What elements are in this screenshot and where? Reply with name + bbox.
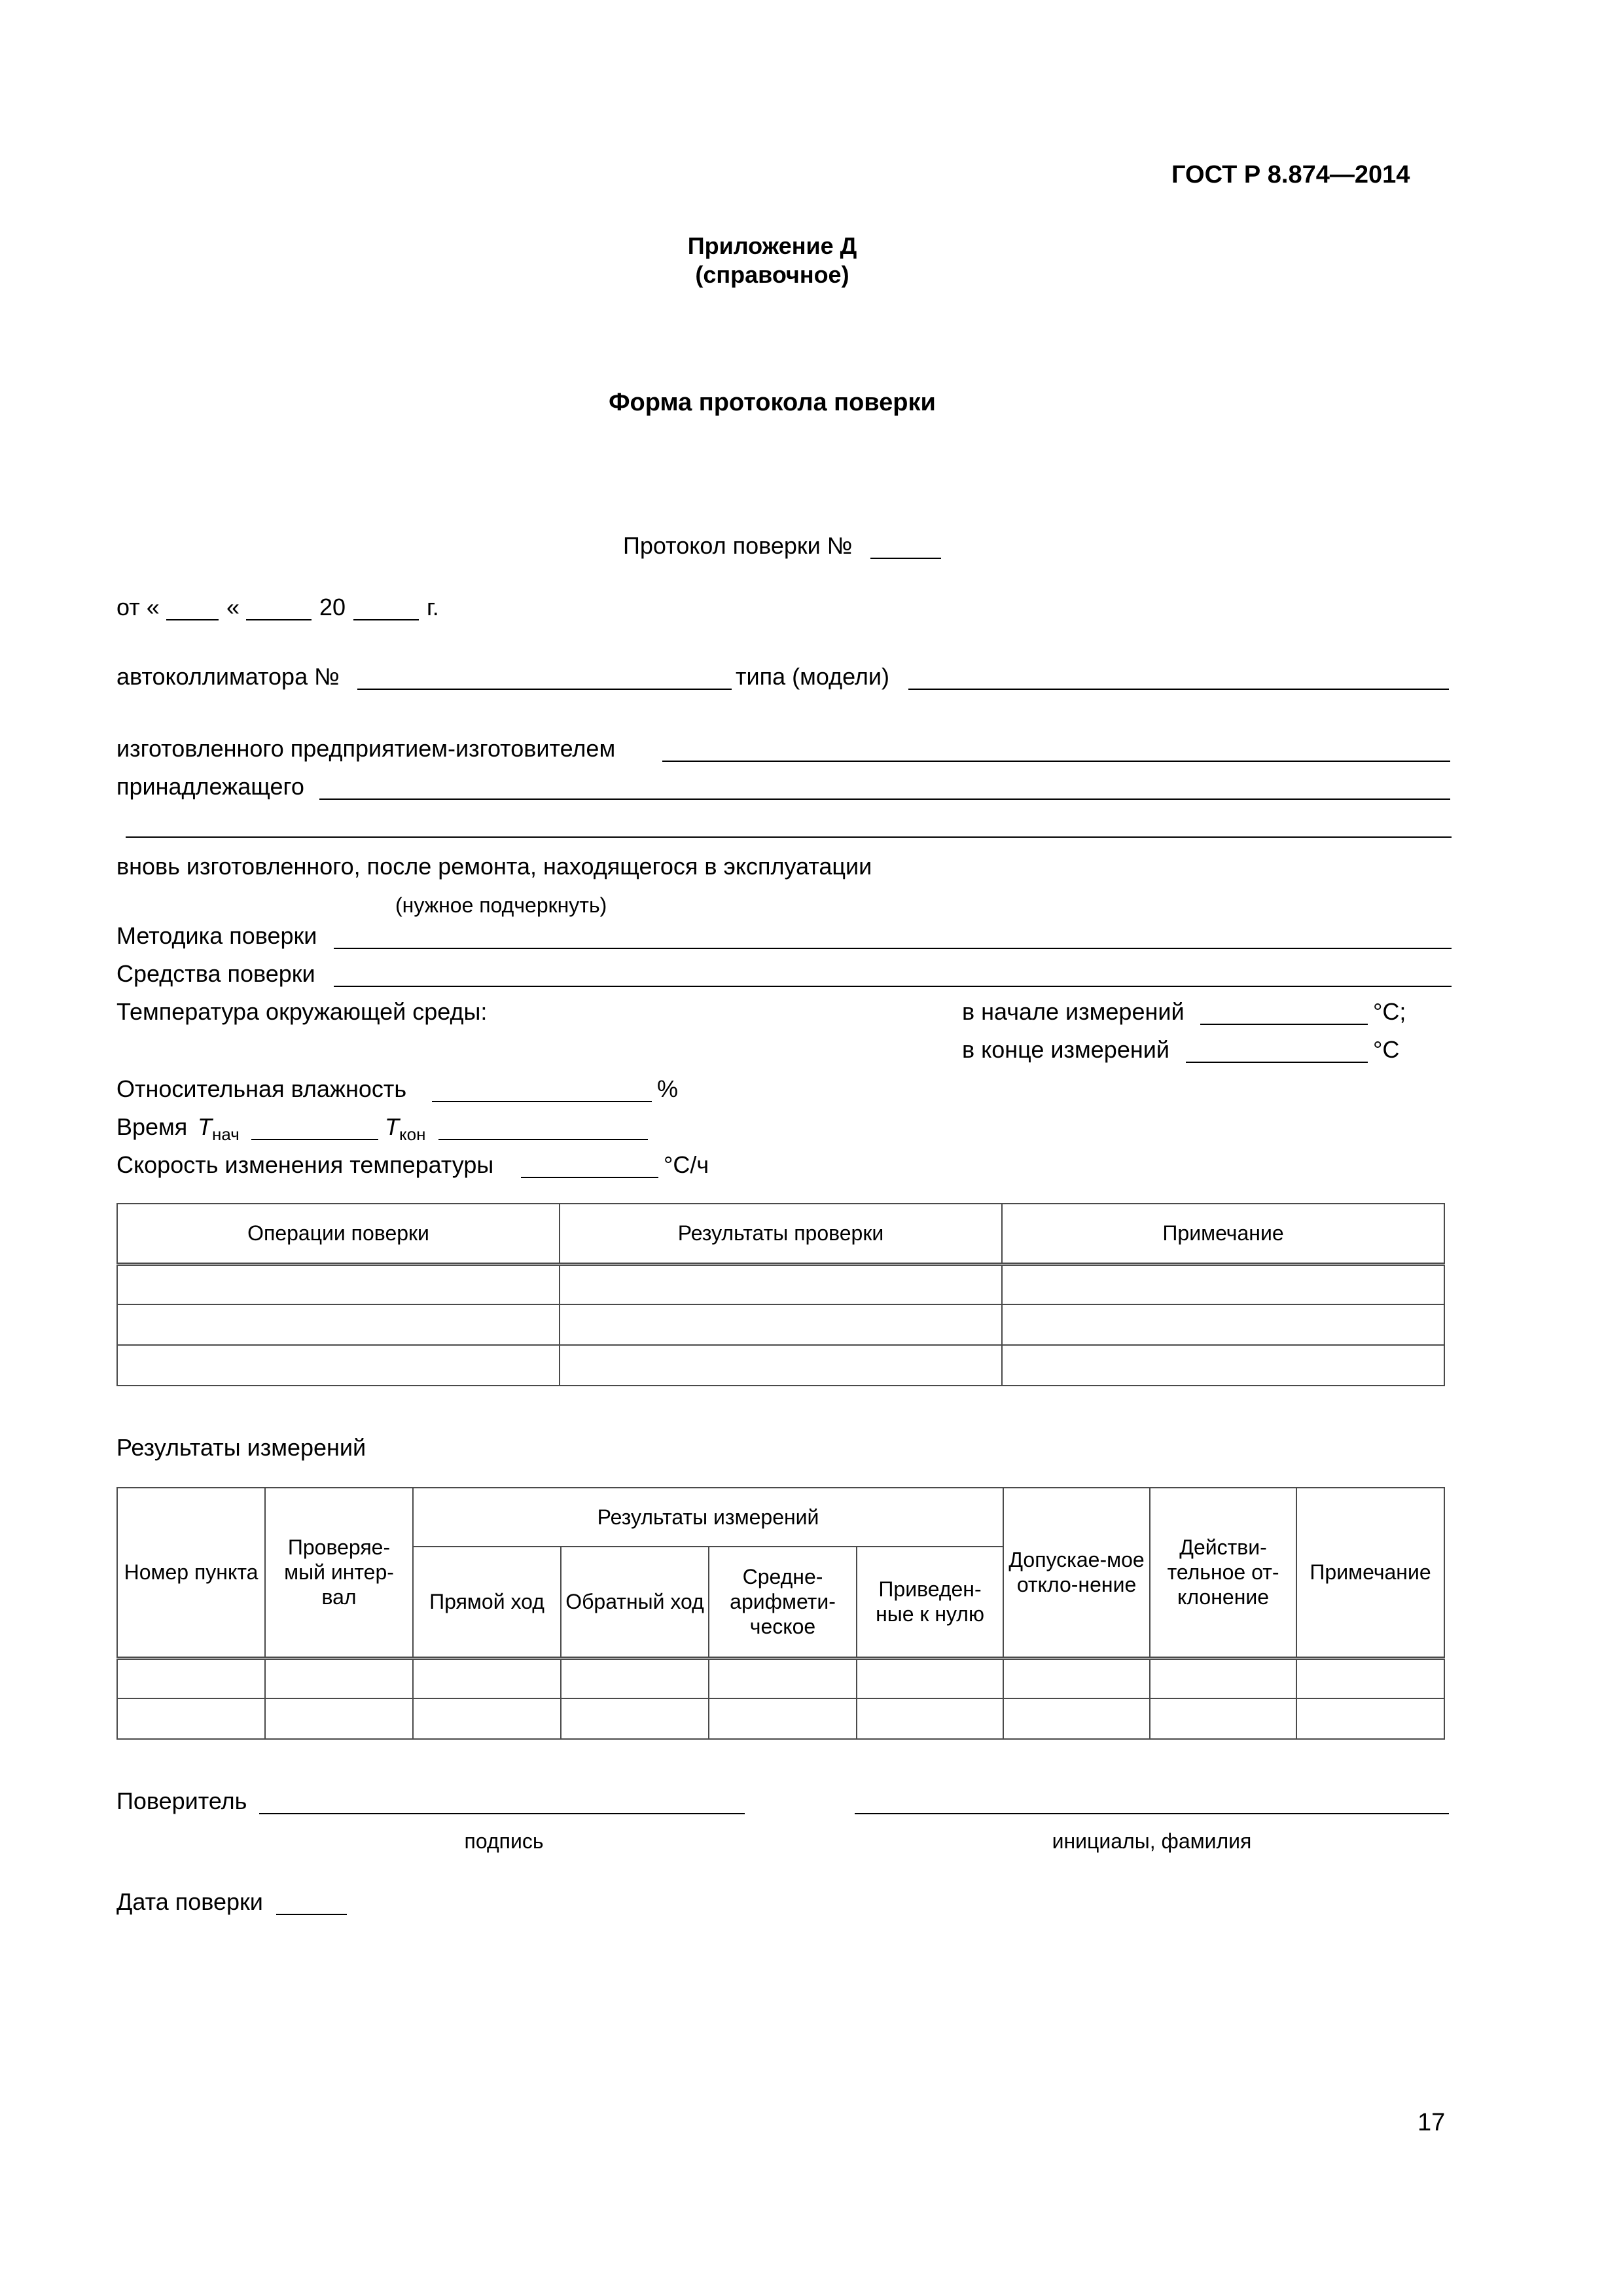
results-header-interval: Проверяе-мый интер-вал	[265, 1488, 413, 1658]
table-cell[interactable]	[117, 1264, 560, 1304]
signature-hint: подпись	[464, 1829, 544, 1853]
method-line[interactable]	[334, 948, 1452, 949]
temp-end-unit: °C	[1373, 1036, 1400, 1063]
manufacturer-label: изготовленного предприятием-изготовителем	[116, 735, 616, 762]
owner-line-continued[interactable]	[126, 836, 1452, 838]
verifier-label: Поверитель	[116, 1787, 247, 1814]
method-label: Методика поверки	[116, 922, 317, 949]
results-header-reverse: Обратный ход	[561, 1547, 709, 1658]
date-day-line[interactable]	[166, 619, 219, 620]
results-section-title: Результаты измерений	[116, 1434, 366, 1461]
table-cell[interactable]	[1003, 1658, 1150, 1698]
table-cell[interactable]	[1002, 1264, 1444, 1304]
type-model-line[interactable]	[908, 689, 1449, 690]
temp-rate-line[interactable]	[521, 1177, 658, 1178]
page-number: 17	[1418, 2109, 1446, 2136]
table-row	[117, 1345, 1444, 1386]
status-options: вновь изготовленного, после ремонта, находящегося в эксплуатации	[116, 853, 872, 880]
table-cell[interactable]	[1003, 1698, 1150, 1739]
operations-header-operations: Операции поверки	[117, 1204, 560, 1264]
table-cell[interactable]	[1002, 1345, 1444, 1386]
table-cell[interactable]	[1296, 1698, 1444, 1739]
standard-number: ГОСТ Р 8.874—2014	[1171, 161, 1410, 188]
table-cell[interactable]	[265, 1658, 413, 1698]
verifier-name-line[interactable]	[855, 1813, 1449, 1814]
temp-rate-unit: °С/ч	[664, 1151, 709, 1178]
protocol-number-label: Протокол поверки №	[623, 532, 853, 559]
owner-label: принадлежащего	[116, 773, 304, 800]
verifier-signature-line[interactable]	[259, 1813, 745, 1814]
t-start-line[interactable]	[251, 1139, 378, 1140]
table-cell[interactable]	[413, 1658, 561, 1698]
table-cell[interactable]	[857, 1698, 1003, 1739]
form-title: Форма протокола поверки	[609, 389, 936, 416]
operations-header-note: Примечание	[1002, 1204, 1444, 1264]
t-end-line[interactable]	[438, 1139, 648, 1140]
table-cell[interactable]	[413, 1698, 561, 1739]
operations-table	[116, 1203, 1445, 1386]
temp-start-line[interactable]	[1200, 1024, 1368, 1025]
table-cell[interactable]	[560, 1345, 1002, 1386]
table-cell[interactable]	[709, 1658, 857, 1698]
date-suffix: г.	[427, 594, 439, 620]
autocollimator-number-line[interactable]	[357, 689, 732, 690]
table-cell[interactable]	[560, 1304, 1002, 1345]
owner-line[interactable]	[319, 798, 1450, 800]
table-cell[interactable]	[1296, 1658, 1444, 1698]
type-model-label: типа (модели)	[736, 663, 890, 690]
t-end-symbol: $T_{кон}$	[385, 1113, 426, 1144]
time-label: Время	[116, 1113, 188, 1140]
appendix-title: Приложение Д	[687, 232, 857, 259]
table-cell[interactable]	[561, 1698, 709, 1739]
results-header-row-top	[117, 1488, 1444, 1547]
temp-rate-label: Скорость изменения температуры	[116, 1151, 494, 1178]
temp-end-label: в конце измерений	[962, 1036, 1169, 1063]
date-year-line[interactable]	[353, 619, 419, 620]
table-cell[interactable]	[117, 1304, 560, 1345]
results-header-allowed: Допускае-мое откло-нение	[1003, 1488, 1150, 1658]
ambient-temp-label: Температура окружающей среды:	[116, 998, 488, 1025]
results-header-note: Примечание	[1296, 1488, 1444, 1658]
humidity-line[interactable]	[432, 1101, 652, 1102]
table-cell[interactable]	[1150, 1658, 1296, 1698]
results-header-forward: Прямой ход	[413, 1547, 561, 1658]
date-year-prefix: 20	[319, 594, 346, 620]
humidity-label: Относительная влажность	[116, 1075, 407, 1102]
date-quote: «	[226, 594, 240, 620]
table-cell[interactable]	[265, 1698, 413, 1739]
results-header-zeroed: Приведен-ные к нулю	[857, 1547, 1003, 1658]
operations-header-results: Результаты проверки	[560, 1204, 1002, 1264]
t-start-symbol: $T_{нач}$	[198, 1113, 240, 1144]
results-table	[116, 1487, 1445, 1740]
protocol-number-line[interactable]	[870, 558, 941, 559]
means-line[interactable]	[334, 986, 1452, 987]
table-cell[interactable]	[117, 1658, 265, 1698]
table-cell[interactable]	[117, 1345, 560, 1386]
verification-date-label: Дата поверки	[116, 1888, 263, 1915]
table-row	[117, 1304, 1444, 1345]
operations-header-row	[117, 1204, 1444, 1264]
table-row	[117, 1264, 1444, 1304]
manufacturer-line[interactable]	[662, 761, 1450, 762]
table-cell[interactable]	[1002, 1304, 1444, 1345]
results-header-point: Номер пункта	[117, 1488, 265, 1658]
table-row	[117, 1698, 1444, 1739]
table-cell[interactable]	[561, 1658, 709, 1698]
results-header-mean: Средне-арифмети-ческое	[709, 1547, 857, 1658]
humidity-unit: %	[657, 1075, 679, 1102]
appendix-type: (справочное)	[695, 261, 849, 288]
date-month-line[interactable]	[246, 619, 312, 620]
table-cell[interactable]	[857, 1658, 1003, 1698]
results-header-group: Результаты измерений	[413, 1488, 1003, 1547]
autocollimator-label: автоколлиматора №	[116, 663, 340, 690]
table-cell[interactable]	[709, 1698, 857, 1739]
table-cell[interactable]	[1150, 1698, 1296, 1739]
name-hint: инициалы, фамилия	[1052, 1829, 1252, 1853]
results-header-actual: Действи-тельное от-клонение	[1150, 1488, 1296, 1658]
temp-start-unit: °C;	[1373, 998, 1406, 1025]
table-row	[117, 1658, 1444, 1698]
status-hint: (нужное подчеркнуть)	[395, 893, 607, 917]
means-label: Средства поверки	[116, 960, 315, 987]
table-cell[interactable]	[560, 1264, 1002, 1304]
temp-start-label: в начале измерений	[962, 998, 1185, 1025]
date-from-label: от «	[116, 594, 160, 620]
table-cell[interactable]	[117, 1698, 265, 1739]
verification-date-line[interactable]	[276, 1914, 347, 1915]
temp-end-line[interactable]	[1186, 1062, 1368, 1063]
